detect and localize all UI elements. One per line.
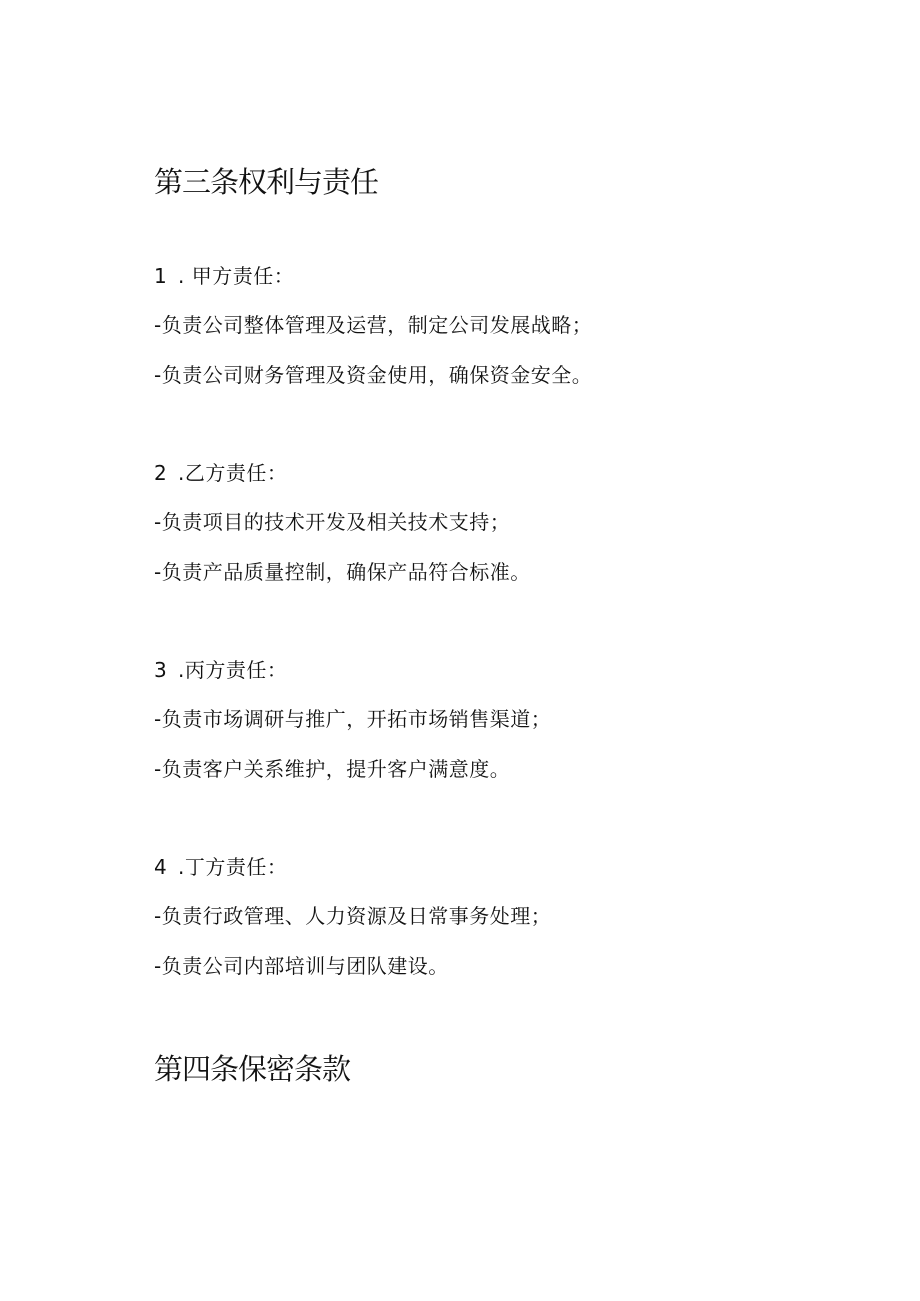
section-2-item-1: -负责项目的技术开发及相关技术支持； — [154, 510, 511, 534]
section-2-title — [154, 463, 287, 483]
section-1-number: 1 — [154, 264, 168, 288]
section-4-title — [154, 857, 287, 877]
section-3-title — [154, 660, 287, 680]
article-4-heading: 第四条保密条款 — [154, 1052, 351, 1086]
section-3-label: .丙方责任： — [178, 658, 288, 682]
section-1-item-2: -负责公司财务管理及资金使用，确保资金安全。 — [154, 363, 593, 387]
section-2-label: .乙方责任： — [178, 461, 288, 485]
article-3-heading: 第三条权利与责任 — [154, 165, 379, 199]
section-1-title — [154, 266, 294, 286]
section-4-label: .丁方责任： — [178, 855, 288, 879]
section-3-item-1: -负责市场调研与推广，开拓市场销售渠道； — [154, 707, 552, 731]
section-1-item-1: -负责公司整体管理及运营，制定公司发展战略； — [154, 313, 593, 337]
section-4-item-1: -负责行政管理、人力资源及日常事务处理； — [154, 904, 552, 928]
section-4-item-2: -负责公司内部培训与团队建设。 — [154, 954, 449, 978]
section-1-label: . 甲方责任： — [178, 264, 295, 288]
section-2-item-2: -负责产品质量控制，确保产品符合标准。 — [154, 560, 531, 584]
section-3-number: 3 — [154, 658, 168, 682]
section-2-number: 2 — [154, 461, 168, 485]
section-3-item-2: -负责客户关系维护，提升客户满意度。 — [154, 757, 511, 781]
section-4-number: 4 — [154, 855, 168, 879]
